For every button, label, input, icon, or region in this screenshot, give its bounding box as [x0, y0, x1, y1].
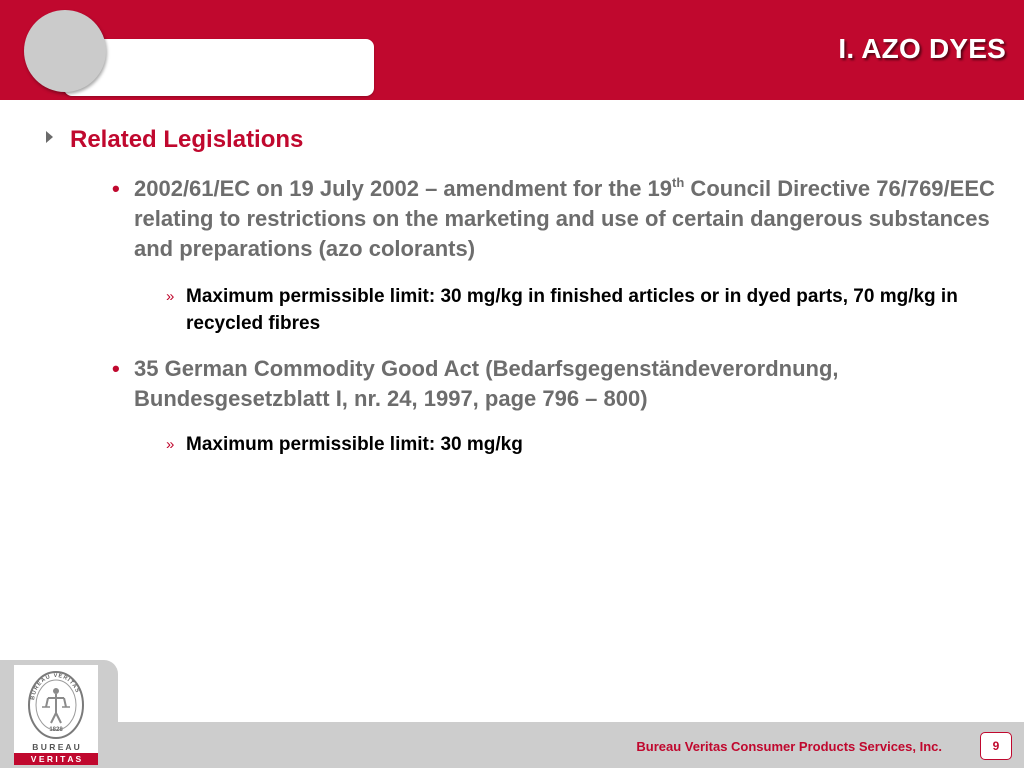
logo-ring-text: BUREAU VERITAS — [30, 672, 81, 701]
logo-line2: V E R I T A S — [30, 754, 82, 764]
list-item — [112, 174, 1002, 264]
bureau-veritas-seal-icon — [14, 665, 98, 765]
sub-list-item-text: Maximum permissible limit: 30 mg/kg in finished articles or in dyed parts, 70 mg/kg in recycled fibres — [186, 286, 958, 334]
header-white-bar — [64, 39, 374, 96]
slide-header — [0, 0, 1024, 100]
logo-line1: B U R E A U — [32, 742, 80, 752]
slide-title: I. AZO DYES — [838, 33, 1006, 64]
sub-list-item — [166, 431, 996, 458]
list-item-text: 35 German Commodity Good Act (Bedarfsgegenständeverordnung, Bundesgesetzblatt I, nr. 24, 1997, page 796 – 800) — [134, 356, 839, 411]
section-heading-text: Related Legislations — [70, 126, 304, 153]
list-item — [112, 354, 1002, 414]
double-chevron-icon: » — [166, 436, 175, 453]
bullet-icon: • — [112, 356, 120, 381]
bureau-veritas-logo — [14, 665, 98, 765]
header-circle-decoration — [24, 10, 106, 92]
ordinal-superscript: th — [672, 175, 685, 190]
sub-list-item — [166, 283, 996, 337]
double-chevron-icon: » — [166, 288, 175, 305]
bullet-icon: • — [112, 176, 120, 201]
logo-year: 1828 — [49, 727, 63, 733]
sub-list-item-text: Maximum permissible limit: 30 mg/kg — [186, 434, 523, 455]
list-item-text — [134, 174, 1002, 264]
list-item-text-part: Council Directive 76/769/EEC relating to restrictions on the marketing and use of certain dangerous substances and preparations (azo colorants) — [134, 176, 995, 261]
page-number: 9 — [980, 732, 1012, 760]
triangle-bullet-icon — [46, 131, 53, 143]
footer-company-name: Bureau Veritas Consumer Products Services, Inc. — [636, 739, 942, 754]
list-item-text-part: 2002/61/EC on 19 July 2002 – amendment for the 19 — [134, 176, 673, 201]
